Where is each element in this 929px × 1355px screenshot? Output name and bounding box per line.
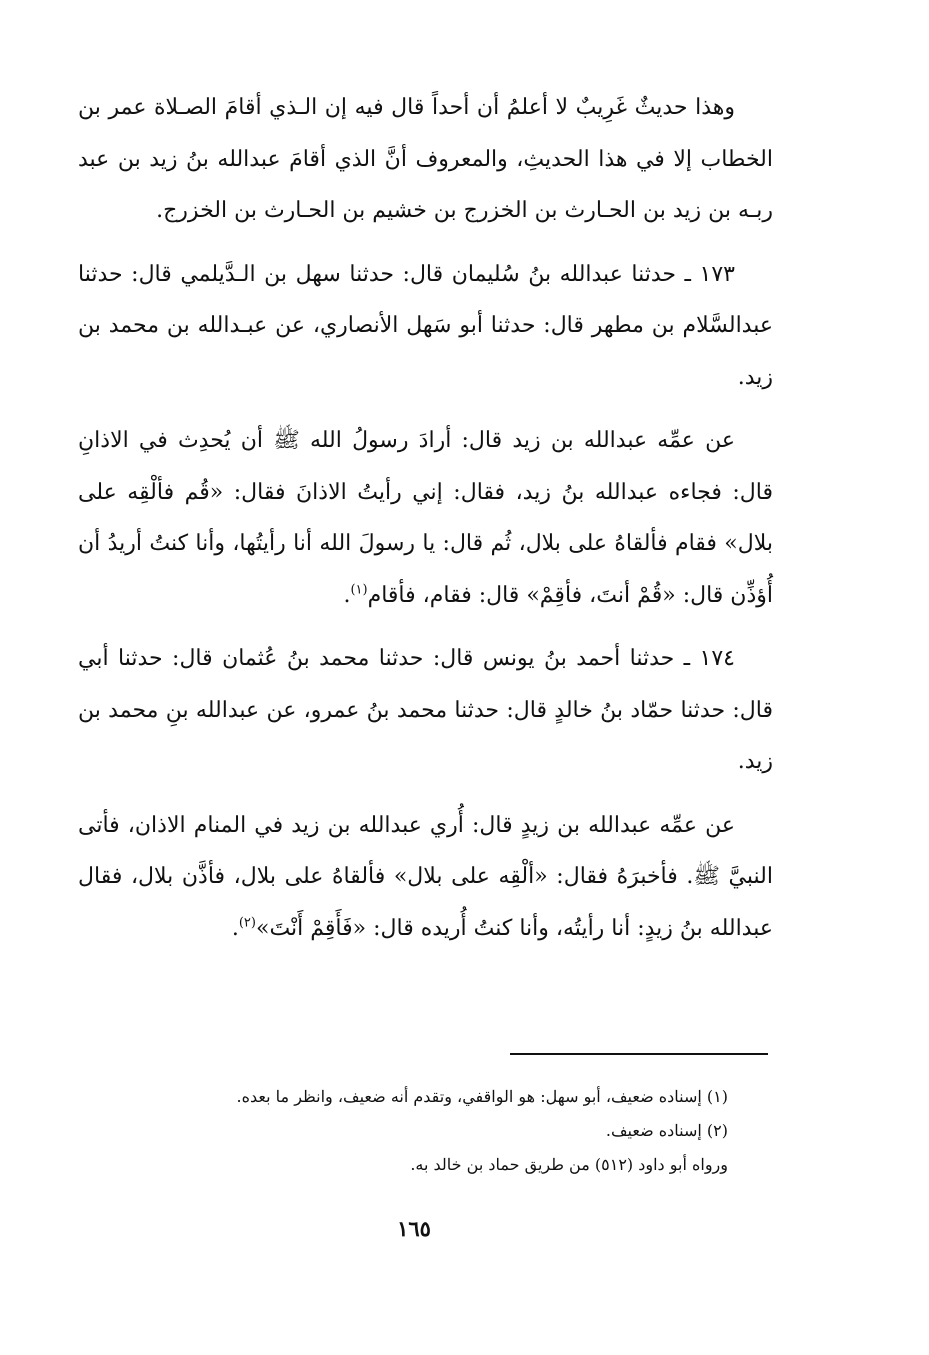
- footnote-2-continuation: ورواه أبو داود (٥١٢) من طريق حماد بن خالد به.: [410, 1155, 728, 1174]
- hadith-173-text: [78, 415, 773, 621]
- page-number: ١٦٥: [397, 1216, 431, 1241]
- paragraph-text: عن عمِّه عبدالله بن زيدٍ قال: أُري عبدالله بن زيد في المنام الاذان، فأتى النبيَّ ﷺ. فأخبرَهُ فقال: «ألْقِه على بلال» فألقاهُ على بلال، فأذَّن بلال، فقال عبدالله بنُ زيدٍ: أنا رأيتُه، وأنا كنتُ أُريده قال: «فَأَقِمْ أَنْتَ»: [78, 812, 773, 941]
- main-text: [78, 82, 773, 966]
- footnotes: [100, 1080, 728, 1182]
- paragraph-text: ١٧٤ ـ حدثنا أحمد بنُ يونس قال: حدثنا محمد بنُ عُثمان قال: حدثنا أبي قال: حدثنا حمّاد بنُ خالدٍ قال: حدثنا محمد بنُ عمرو، عن عبدالله بنِ محمد بن زيد.: [78, 646, 773, 774]
- paragraph-end: .: [343, 582, 351, 608]
- footnote-ref-1: (١): [350, 582, 368, 598]
- paragraph-text: ١٧٣ ـ حدثنا عبدالله بنُ سُليمان قال: حدثنا سهل بن الـدَّيلمي قال: حدثنا عبدالسَّلام بن مطهر قال: حدثنا أبو سَهل الأنصاري، عن عبـدالله بن محمد بن زيد.: [78, 261, 773, 390]
- paragraph-commentary: [78, 82, 773, 237]
- footnote-2: (٢) إسناده ضعيف.: [605, 1121, 728, 1140]
- hadith-174-chain: [78, 633, 773, 788]
- paragraph-text: عن عمِّه عبدالله بن زيد قال: أرادَ رسولُ الله ﷺ أن يُحدِث في الاذانِ قال: فجاءه عبدالله بنُ زيد، فقال: إني رأيتُ الاذانَ فقال: «قُم فألْقِه على بلال» فقام فألقاهُ على بلال، ثُم قال: يا رسولَ الله أنا رأيتُها، وأنا كنتُ أريدُ أن أُؤذِّن قال: «قُمْ أنتَ، فأقِمْ» قال: فقام، فأقام: [78, 428, 773, 608]
- hadith-174-text: [78, 800, 773, 955]
- footnote-divider: [510, 1053, 768, 1055]
- paragraph-end: .: [231, 915, 239, 941]
- paragraph-text: وهذا حديثٌ غَرِيبٌ لا أعلمُ أن أحداً قال فيه إن الـذي أقامَ الصـلاة عمر بن الخطاب إلا في هذا الحديثِ، والمعروف أنَّ الذي أقامَ عبدالله بنُ زيد بن عبد ربـه بن زيد بن الحـارث بن الخزرج بن خشيم بن الحـارث بن الخزرج.: [78, 95, 773, 223]
- footnote-ref-2: (٢): [238, 915, 256, 931]
- footnote-1: (١) إسناده ضعيف، أبو سهل: هو الواقفي، وتقدم أنه ضعيف، وانظر ما بعده.: [236, 1087, 728, 1106]
- hadith-173-chain: [78, 249, 773, 404]
